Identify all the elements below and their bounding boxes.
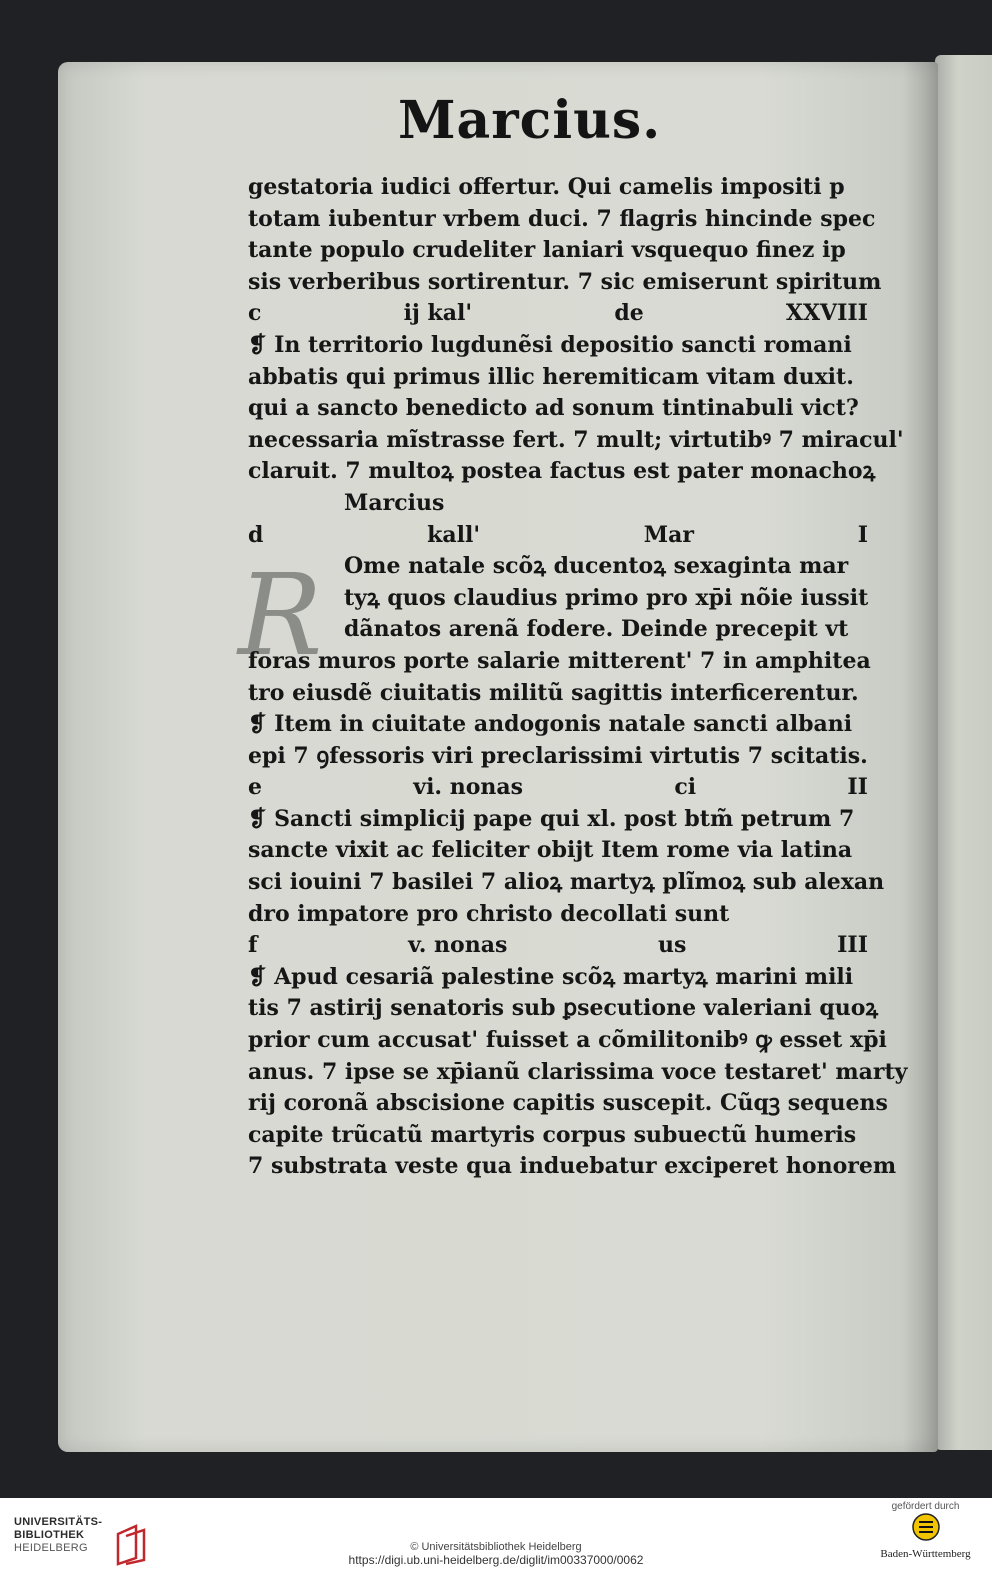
calendar-cell: vi. nonas	[413, 774, 524, 801]
text-line: anus. 7 ipse se xp̄ianũ clarissima voce testaret' marty	[248, 1058, 908, 1085]
text-line: 7 substrata veste qua induebatur exciperet honorem	[248, 1153, 897, 1180]
text-line: dãnatos arenã fodere. Deinde precepit vt	[344, 616, 849, 643]
calendar-cell: d	[248, 521, 264, 548]
text-line: foras muros porte salarie mitterent' 7 in amphitea	[248, 647, 871, 674]
text-line	[248, 772, 868, 804]
calendar-cell: Mar	[643, 521, 694, 548]
library-name-line-1: UNIVERSITÄTS-	[14, 1516, 103, 1528]
text-line: capite trũcatũ martyris corpus subuectũ humeris	[248, 1121, 857, 1148]
calendar-cell: de	[614, 300, 644, 327]
text-line: totam iubentur vrbem duci. 7 flagris hincinde spec	[248, 205, 876, 232]
text-line: tyꝝ quos claudius primo pro xp̄i nõie iussit	[344, 584, 869, 611]
page-heading: Marcius.	[398, 90, 662, 151]
text-line: prior cum accusat' fuisset a cõmilitonibꝰ ꝙ esset xp̄i	[248, 1027, 887, 1054]
calendar-cell: kall'	[427, 521, 481, 548]
text-line	[248, 930, 868, 962]
text-line: claruit. 7 multoꝝ postea factus est pater monachoꝝ	[248, 458, 876, 485]
calendar-cell: II	[847, 774, 868, 801]
text-line: dro impatore pro christo decollati sunt	[248, 900, 730, 927]
text-line: qui a sancto benedicto ad sonum tintinabuli vict?	[248, 395, 859, 422]
text-line: ❡ Item in ciuitate andogonis natale sancti albani	[248, 711, 853, 738]
sponsor-label: gefördert durch	[891, 1501, 960, 1512]
sponsor-name: Baden-Württemberg	[880, 1548, 971, 1560]
calendar-cell: e	[248, 774, 262, 801]
library-name-line-2: BIBLIOTHEK	[14, 1529, 85, 1541]
text-line: rij coronã abscisione capitis suscepit. Cũqꝫ sequens	[248, 1090, 888, 1117]
text-line: ❡ Apud cesariã palestine scõꝝ martyꝝ marini mili	[248, 963, 854, 990]
calendar-cell: ij kal'	[403, 300, 473, 327]
permalink-url[interactable]: https://digi.ub.uni-heidelberg.de/diglit/im00337000/0062	[348, 1553, 644, 1567]
book-page	[58, 62, 938, 1452]
text-line: Marcius	[344, 489, 445, 516]
text-line: tis 7 astirij senatoris sub ꝑsecutione valeriani quoꝝ	[248, 995, 879, 1022]
state-coat-of-arms-icon	[911, 1512, 941, 1542]
calendar-cell: ci	[674, 774, 697, 801]
text-line: ❡ Sancti simplicij pape qui xl. post btm̃ petrum 7	[248, 805, 855, 832]
text-line: epi 7 ꝯfessoris viri preclarissimi virtutis 7 scitatis.	[248, 742, 868, 769]
calendar-cell: f	[248, 932, 258, 959]
facing-page-edge	[935, 55, 992, 1450]
sponsor-block[interactable]	[868, 1501, 983, 1560]
text-line: necessaria mĩstrasse fert. 7 mult; virtutibꝰ 7 miracul'	[248, 426, 904, 453]
text-line: abbatis qui primus illic heremiticam vitam duxit.	[248, 363, 854, 390]
text-line: sancte vixit ac feliciter obijt Item rome via latina	[248, 837, 853, 864]
calendar-cell: III	[837, 932, 868, 959]
calendar-cell: v. nonas	[408, 932, 508, 959]
decorated-initial: R	[238, 551, 323, 681]
calendar-cell: XXVIII	[785, 300, 868, 327]
text-line	[248, 298, 868, 330]
calendar-cell: I	[857, 521, 868, 548]
copyright-text: © Universitätsbibliothek Heidelberg	[410, 1541, 582, 1553]
text-line: Ome natale scõꝝ ducentoꝝ sexaginta mar	[344, 553, 849, 580]
text-line	[248, 520, 868, 552]
calendar-cell: c	[248, 300, 262, 327]
text-line: tante populo crudeliter laniari vsquequo finez ip	[248, 237, 846, 264]
calendar-cell: us	[658, 932, 687, 959]
text-line: sis verberibus sortirentur. 7 sic emiserunt spiritum	[248, 268, 882, 295]
library-name-line-3: HEIDELBERG	[14, 1542, 88, 1554]
text-line: ❡ In territorio lugdunẽsi depositio sancti romani	[248, 331, 852, 358]
text-block	[248, 172, 908, 1183]
footer-bar	[0, 1498, 992, 1570]
text-line: tro eiusdẽ ciuitatis militũ sagittis interficerentur.	[248, 679, 859, 706]
text-line: sci iouini 7 basilei 7 alioꝝ martyꝝ plĩmoꝝ sub alexan	[248, 869, 885, 896]
text-line: gestatoria iudici offertur. Qui camelis impositi p	[248, 174, 845, 200]
